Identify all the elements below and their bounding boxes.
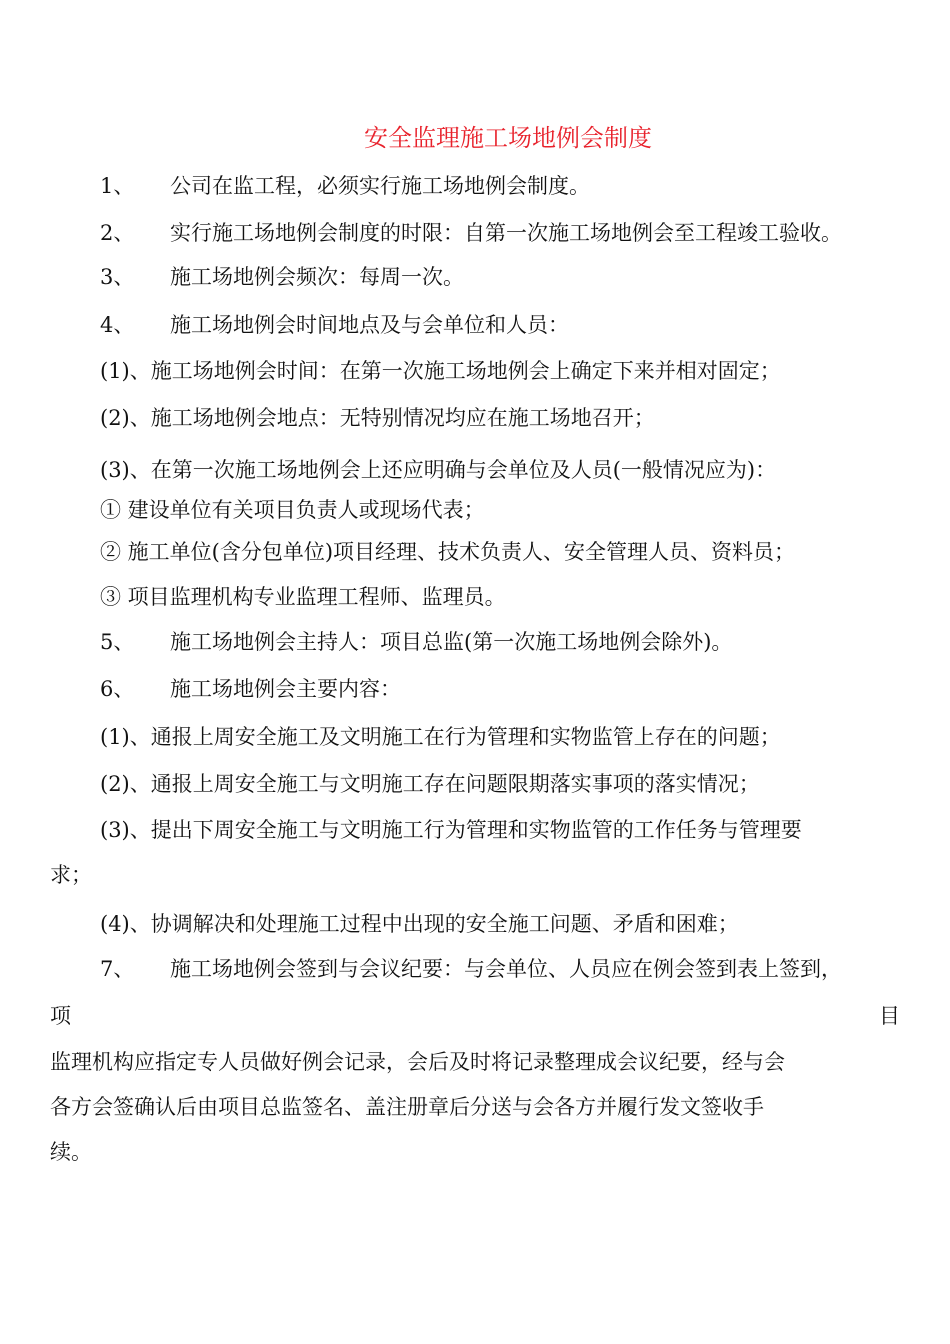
item-text: 施工场地例会主要内容： (170, 677, 401, 701)
item-number: 7、 (100, 957, 135, 981)
item-number: 6、 (100, 677, 135, 701)
item-6-sub-2: (2)、通报上周安全施工与文明施工存在问题限期落实事项的落实情况； (100, 772, 760, 796)
item-1 (100, 172, 900, 200)
item-4 (100, 311, 900, 339)
item-7-line-4: 各方会签确认后由项目总监签名、盖注册章后分送与会各方并履行发文签收手 (50, 1095, 764, 1119)
item-number: 4、 (100, 313, 135, 337)
item-text: 公司在监工程，必须实行施工场地例会制度。 (170, 174, 590, 198)
item-number: 1、 (100, 174, 135, 198)
item-4-sub-3: (3)、在第一次施工场地例会上还应明确与会单位及人员(一般情况应为)： (100, 458, 777, 482)
item-text: 实行施工场地例会制度的时限：自第一次施工场地例会至工程竣工验收。 (170, 221, 842, 245)
item-6-sub-4: (4)、协调解决和处理施工过程中出现的安全施工问题、矛盾和困难； (100, 912, 739, 936)
item-7-line-2-end: 目 (879, 1004, 900, 1028)
item-number: 3、 (100, 265, 135, 289)
item-3 (100, 263, 900, 291)
item-text: 施工场地例会签到与会议纪要：与会单位、人员应在例会签到表上签到， (170, 957, 842, 981)
item-text: 施工场地例会时间地点及与会单位和人员： (170, 313, 569, 337)
item-7-line-2-start: 项 (50, 1004, 71, 1028)
item-6-sub-3-line-2: 求； (50, 863, 92, 887)
item-7-line-3: 监理机构应指定专人员做好例会记录，会后及时将记录整理成会议纪要，经与会 (50, 1050, 785, 1074)
attendee-1: ① 建设单位有关项目负责人或现场代表； (100, 498, 485, 522)
item-2 (100, 219, 900, 247)
item-number: 5、 (100, 630, 135, 654)
attendee-2: ② 施工单位(含分包单位)项目经理、技术负责人、安全管理人员、资料员； (100, 540, 796, 564)
item-6 (100, 675, 900, 703)
item-text: 施工场地例会主持人：项目总监(第一次施工场地例会除外)。 (170, 630, 733, 654)
document-title: 安全监理施工场地例会制度 (364, 124, 652, 152)
item-text: 施工场地例会频次：每周一次。 (170, 265, 464, 289)
item-6-sub-1: (1)、通报上周安全施工及文明施工在行为管理和实物监管上存在的问题； (100, 725, 781, 749)
item-7-line-5: 续。 (50, 1140, 92, 1164)
item-7-line-2 (50, 1002, 900, 1030)
attendee-3: ③ 项目监理机构专业监理工程师、监理员。 (100, 585, 506, 609)
item-6-sub-3-line-1: (3)、提出下周安全施工与文明施工行为管理和实物监管的工作任务与管理要 (100, 818, 802, 842)
item-4-sub-2: (2)、施工场地例会地点：无特别情况均应在施工场地召开； (100, 406, 655, 430)
item-5 (100, 628, 900, 656)
item-7 (100, 955, 900, 983)
item-number: 2、 (100, 221, 135, 245)
item-4-sub-1: (1)、施工场地例会时间：在第一次施工场地例会上确定下来并相对固定； (100, 359, 781, 383)
